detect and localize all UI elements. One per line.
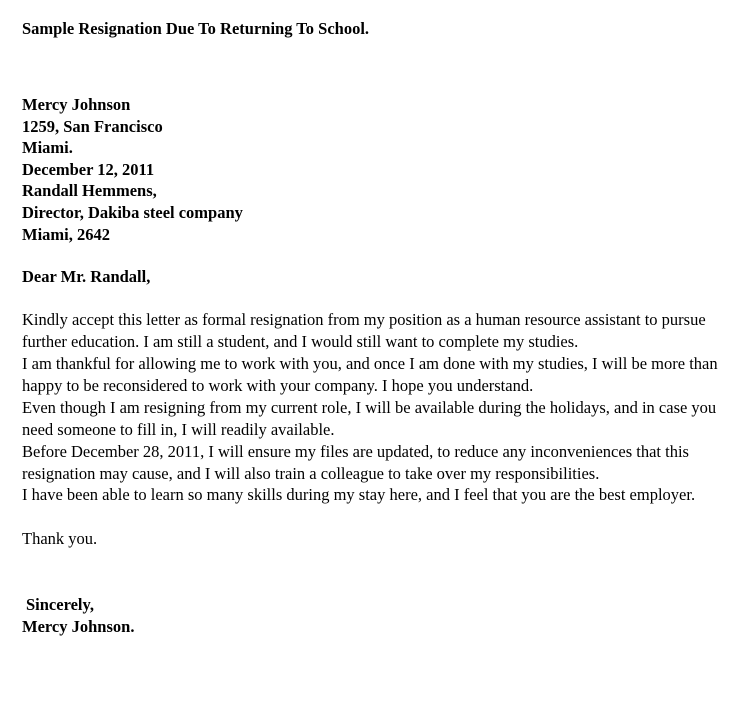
sender-street: 1259, San Francisco: [22, 116, 163, 136]
closing-block: [22, 594, 737, 638]
letter-body: [22, 309, 737, 506]
recipient-title: Director, Dakiba steel company: [22, 202, 243, 222]
sign-off: Sincerely,: [26, 595, 94, 615]
letter-date: December 12, 2011: [22, 159, 155, 179]
letter-title: Sample Resignation Due To Returning To School.: [22, 19, 370, 38]
sender-city: Miami.: [22, 138, 73, 158]
address-block: [22, 94, 737, 245]
signature-name: Mercy Johnson.: [22, 617, 135, 637]
letter-page: [22, 18, 737, 638]
body-paragraph: Kindly accept this letter as formal resignation from my position as a human resource assistant to pursue further education. I am still a student, and I would still want to complete my studies.: [22, 310, 706, 352]
body-paragraph: I have been able to learn so many skills during my stay here, and I feel that you are the best employer.: [22, 485, 696, 505]
recipient-name: Randall Hemmens,: [22, 181, 157, 201]
sender-name: Mercy Johnson: [22, 95, 131, 114]
body-paragraph: Before December 28, 2011, I will ensure my files are updated, to reduce any inconveniences that this resignation may cause, and I will also train a colleague to take over my responsibilities.: [22, 441, 689, 483]
thank-you-line: Thank you.: [22, 529, 98, 549]
salutation: Dear Mr. Randall,: [22, 267, 151, 287]
recipient-city: Miami, 2642: [22, 224, 110, 244]
body-paragraph: I am thankful for allowing me to work with you, and once I am done with my studies, I will be more than happy to be reconsidered to work with your company. I hope you understand.: [22, 353, 718, 395]
body-paragraph: Even though I am resigning from my current role, I will be available during the holidays, and in case you need someone to fill in, I will readily available.: [22, 397, 717, 439]
